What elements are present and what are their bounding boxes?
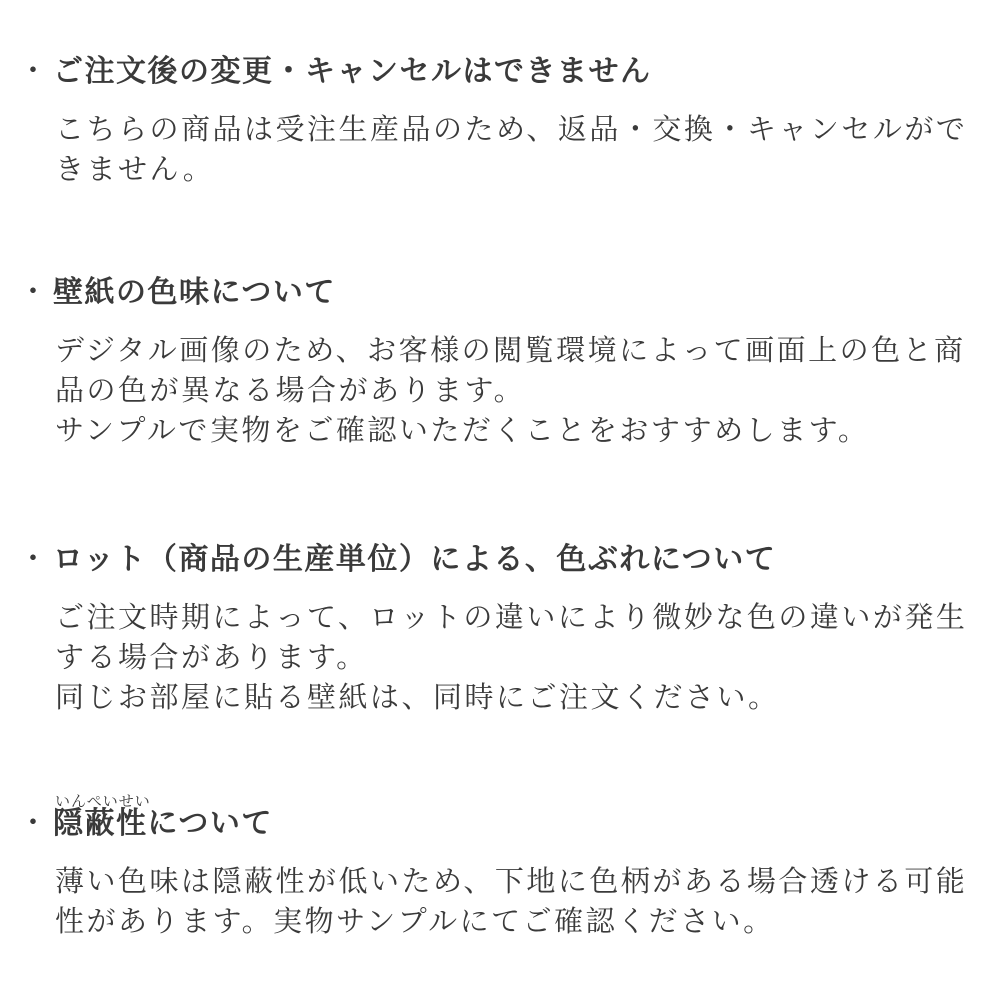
body-paragraph: こちらの商品は受注生産品のため、返品・交換・キャンセルができません。	[55, 114, 968, 186]
ruby-word	[53, 793, 151, 844]
section-wallpaper-color	[18, 273, 973, 451]
section-heading-row	[18, 52, 973, 92]
section-heading: ロット（商品の生産単位）による、色ぶれについて	[53, 543, 777, 576]
bullet-marker: ・	[18, 543, 48, 576]
section-heading: ご注文後の変更・キャンセルはできません	[53, 55, 652, 88]
section-heading	[53, 793, 273, 844]
bullet-marker: ・	[18, 807, 48, 840]
body-paragraph: デジタル画像のため、お客様の閲覧環境によって画面上の色と商品の色が異なる場合があります。	[55, 335, 966, 407]
section-heading-row	[18, 273, 973, 313]
body-paragraph: 同じお部屋に貼る壁紙は、同時にご注文ください。	[55, 682, 780, 714]
section-heading-row	[18, 540, 973, 580]
section-order-changes	[18, 52, 973, 190]
furigana-label: いんぺいせい	[55, 793, 151, 810]
section-lot-color-variation	[18, 540, 973, 718]
section-heading-row	[18, 793, 973, 844]
section-heading: 壁紙の色味について	[53, 276, 336, 309]
bullet-marker: ・	[18, 276, 48, 309]
body-paragraph: ご注文時期によって、ロットの違いにより微妙な色の違いが発生する場合があります。	[55, 602, 968, 674]
section-opacity	[18, 793, 973, 942]
ruby-base: 隠蔽性	[53, 807, 148, 840]
body-paragraph: サンプルで実物をご確認いただくことをおすすめします。	[55, 415, 870, 447]
bullet-marker: ・	[18, 55, 48, 88]
body-paragraph: 薄い色味は隠蔽性が低いため、下地に色柄がある場合透ける可能性があります。実物サンプルにてご確認ください。	[55, 866, 968, 938]
heading-suffix: について	[147, 807, 273, 840]
